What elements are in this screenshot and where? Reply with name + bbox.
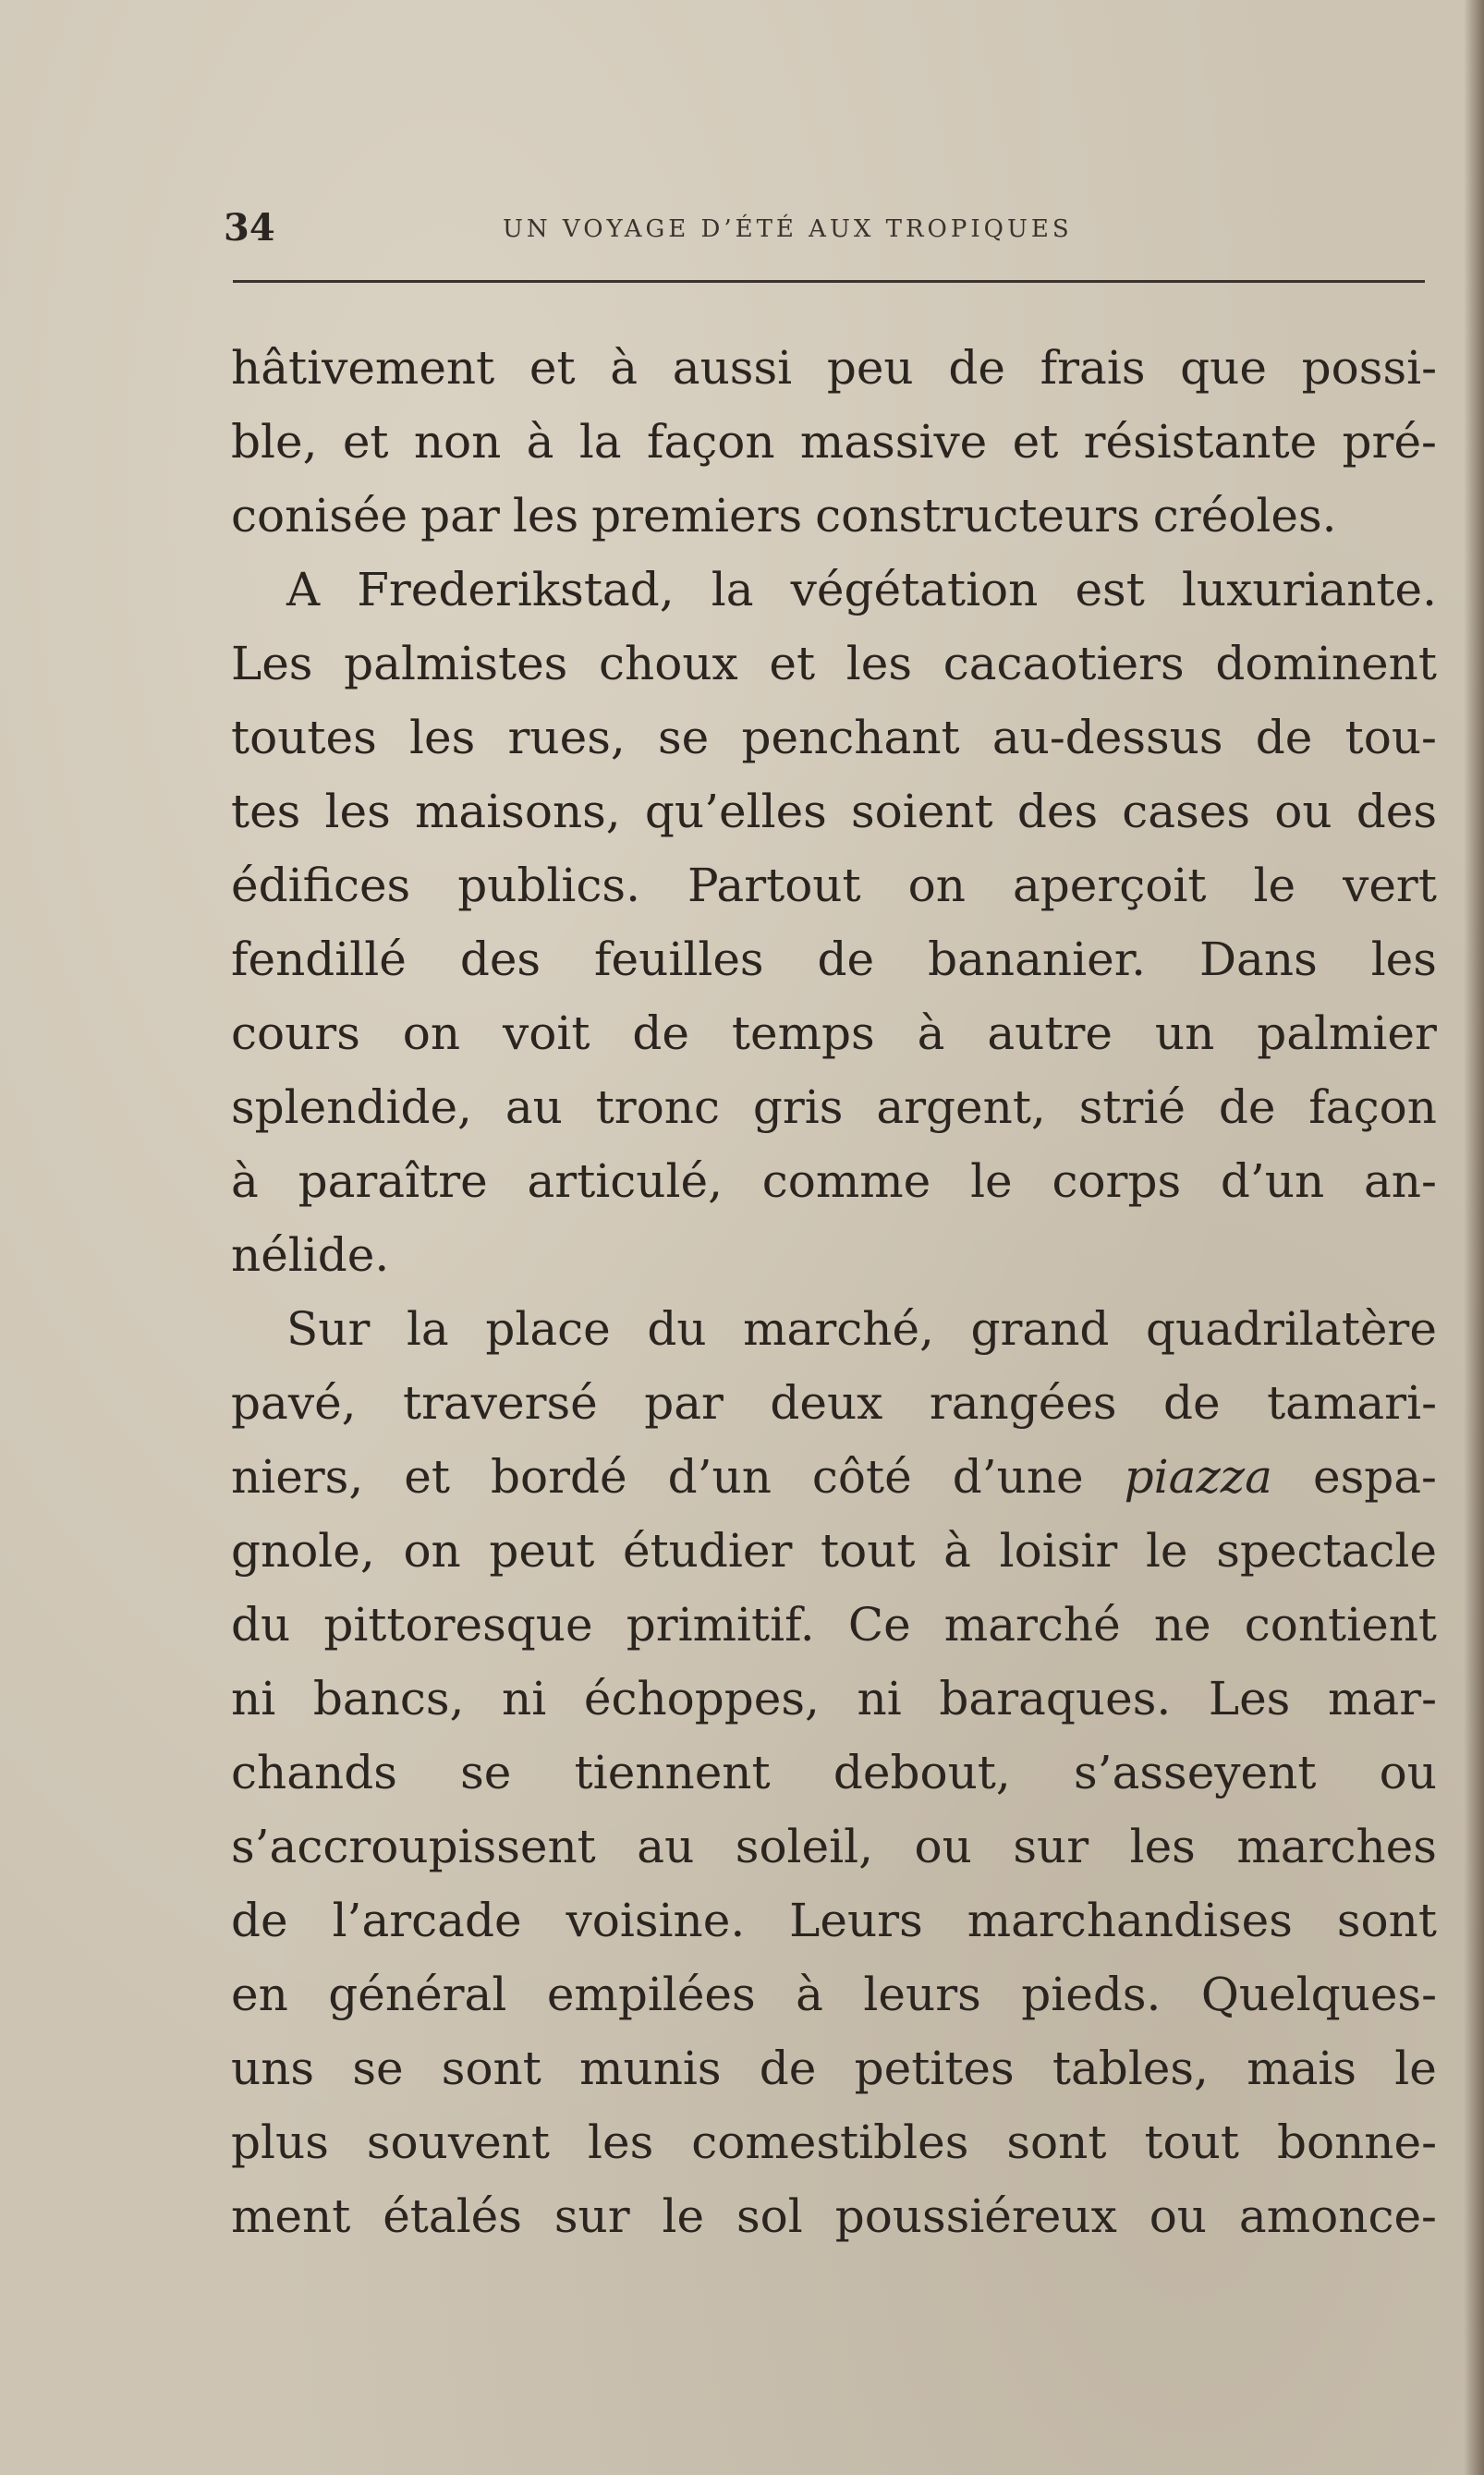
- text-word: marches: [1236, 1820, 1437, 1873]
- text-word: en: [231, 1968, 288, 2021]
- text-word: souvent: [366, 2115, 550, 2169]
- text-word: sont: [441, 2042, 541, 2095]
- text-line: [231, 479, 1437, 553]
- text-word: la: [406, 1302, 449, 1356]
- text-word: le: [1253, 859, 1296, 912]
- text-word: frais: [1040, 341, 1146, 395]
- text-word: les: [845, 637, 913, 690]
- text-word: façon: [1308, 1080, 1437, 1134]
- text-word: tamari-: [1267, 1376, 1437, 1430]
- text-line: [231, 1736, 1437, 1810]
- text-line: [231, 701, 1437, 774]
- text-word: on: [402, 1006, 461, 1060]
- text-word: les: [1370, 933, 1437, 986]
- text-word: l’arcade: [332, 1894, 522, 1947]
- text-word: tiennent: [574, 1746, 771, 1799]
- text-word: d’un: [667, 1450, 772, 1504]
- text-word: pré-: [1342, 415, 1437, 469]
- text-word: des: [1016, 785, 1099, 838]
- text-word: articulé,: [527, 1154, 723, 1208]
- text-word: la: [711, 563, 754, 616]
- running-head: [224, 205, 1425, 251]
- text-word: de: [759, 2042, 817, 2095]
- text-word: nélide.: [231, 1228, 390, 1282]
- text-word: par: [644, 1376, 724, 1430]
- text-word: ou: [1149, 2189, 1208, 2243]
- text-word: est: [1075, 563, 1145, 616]
- text-line: [231, 331, 1437, 405]
- text-word: temps: [731, 1006, 875, 1060]
- text-word: sont: [1006, 2115, 1107, 2169]
- text-line: [231, 848, 1437, 922]
- text-word: Dans: [1198, 933, 1318, 986]
- text-word: de: [1255, 711, 1313, 764]
- text-word: maisons,: [414, 785, 621, 838]
- text-word: à: [796, 1968, 823, 2021]
- text-word: général: [328, 1968, 507, 2021]
- text-word: ou: [1379, 1746, 1437, 1799]
- text-word: pittoresque: [323, 1598, 593, 1652]
- text-word: comestibles: [691, 2115, 969, 2169]
- text-line: [231, 553, 1437, 627]
- text-word: tout: [1144, 2115, 1239, 2169]
- text-word: des: [459, 933, 541, 986]
- text-word: amonce-: [1238, 2189, 1437, 2243]
- text-word: ou: [1274, 785, 1332, 838]
- text-word: à: [943, 1524, 971, 1578]
- text-word: poussiéreux: [834, 2189, 1117, 2243]
- text-word: les: [512, 489, 579, 543]
- text-word: an-: [1364, 1154, 1437, 1208]
- text-word: cours: [231, 1006, 360, 1060]
- text-word: à: [231, 1154, 259, 1208]
- text-line: [231, 922, 1437, 996]
- text-line: [231, 1292, 1437, 1366]
- text-word: deux: [770, 1376, 883, 1430]
- text-word: debout,: [833, 1746, 1011, 1799]
- text-word: Ce: [847, 1598, 911, 1652]
- text-word: bordé: [490, 1450, 627, 1504]
- text-line: [231, 1144, 1437, 1218]
- text-word: hâtivement: [231, 341, 495, 395]
- text-word: mais: [1247, 2042, 1357, 2095]
- text-word: cases: [1122, 785, 1251, 838]
- text-line: [231, 774, 1437, 848]
- text-word: par: [420, 489, 500, 543]
- text-line: [231, 1810, 1437, 1884]
- text-word: tables,: [1052, 2042, 1209, 2095]
- text-word: soleil,: [735, 1820, 874, 1873]
- text-word: les: [588, 2115, 654, 2169]
- text-word: on: [907, 859, 966, 912]
- text-word: plus: [231, 2115, 329, 2169]
- page-edge-shadow: [1464, 0, 1484, 2475]
- text-word: soient: [851, 785, 993, 838]
- text-word: publics.: [457, 859, 640, 912]
- text-word: leurs: [863, 1968, 981, 2021]
- text-word: tes: [231, 785, 301, 838]
- header-rule: [233, 280, 1425, 283]
- text-word: créoles.: [1152, 489, 1337, 543]
- text-word: choux: [599, 637, 738, 690]
- text-word: et: [342, 415, 389, 469]
- text-word: ne: [1153, 1598, 1211, 1652]
- text-word: sur: [1013, 1820, 1089, 1873]
- text-word: de: [632, 1006, 689, 1060]
- text-line: [231, 1514, 1437, 1588]
- text-word: se: [352, 2042, 404, 2095]
- text-word: d’un: [1220, 1154, 1325, 1208]
- text-word: palmistes: [344, 637, 568, 690]
- text-word: se: [658, 711, 710, 764]
- text-line: [231, 1957, 1437, 2031]
- text-word: niers,: [231, 1450, 364, 1504]
- text-word: pavé,: [231, 1376, 357, 1430]
- text-word: Partout: [687, 859, 861, 912]
- text-word: de: [1163, 1376, 1221, 1430]
- text-word: autre: [987, 1006, 1113, 1060]
- text-word: sont: [1336, 1894, 1437, 1947]
- text-word: splendide,: [231, 1080, 472, 1134]
- text-word: marché: [943, 1598, 1121, 1652]
- text-word: ou: [914, 1820, 972, 1873]
- text-word: baraques.: [939, 1672, 1172, 1725]
- text-word: le: [662, 2189, 705, 2243]
- text-word: les: [409, 711, 476, 764]
- text-word: peut: [489, 1524, 595, 1578]
- text-word: strié: [1078, 1080, 1186, 1134]
- text-word: Frederikstad,: [357, 563, 675, 616]
- text-word: et: [529, 341, 576, 395]
- text-word: les: [1129, 1820, 1196, 1873]
- text-word: du: [231, 1598, 291, 1652]
- text-word: voisine.: [566, 1894, 746, 1947]
- text-word: sol: [736, 2189, 803, 2243]
- text-line: [231, 1588, 1437, 1662]
- text-word: ble,: [231, 415, 318, 469]
- text-word: bananier.: [928, 933, 1147, 986]
- text-word: constructeurs: [815, 489, 1140, 543]
- text-word: contient: [1244, 1598, 1437, 1652]
- text-word: le: [1394, 2042, 1437, 2095]
- text-word: empilées: [546, 1968, 756, 2021]
- text-word: dominent: [1215, 637, 1437, 690]
- text-line: [231, 405, 1437, 479]
- text-word: tou-: [1344, 711, 1437, 764]
- text-word: mar-: [1327, 1672, 1437, 1725]
- text-word: s’asseyent: [1074, 1746, 1317, 1799]
- text-word: conisée: [231, 489, 408, 543]
- text-word: s’accroupissent: [231, 1820, 596, 1873]
- text-word: à: [526, 415, 554, 469]
- text-word: et: [1012, 415, 1059, 469]
- text-line: [231, 2105, 1437, 2179]
- text-word: la: [578, 415, 622, 469]
- text-word: primitif.: [626, 1598, 815, 1652]
- text-word: de: [948, 341, 1005, 395]
- text-word: piazza: [1124, 1450, 1272, 1504]
- text-word: aussi: [672, 341, 793, 395]
- text-word: étalés: [383, 2189, 522, 2243]
- text-word: luxuriante.: [1181, 563, 1437, 616]
- text-line: [231, 1440, 1437, 1514]
- text-word: à: [917, 1006, 945, 1060]
- text-word: Sur: [286, 1302, 371, 1356]
- text-word: échoppes,: [583, 1672, 820, 1725]
- text-word: comme: [761, 1154, 931, 1208]
- text-word: le: [970, 1154, 1013, 1208]
- text-word: palmier: [1257, 1006, 1437, 1060]
- text-word: au: [637, 1820, 695, 1873]
- text-word: aperçoit: [1012, 859, 1207, 912]
- text-word: Les: [1208, 1672, 1291, 1725]
- text-word: gnole,: [231, 1524, 375, 1578]
- text-word: premiers: [591, 489, 803, 543]
- text-word: sur: [553, 2189, 630, 2243]
- text-word: façon: [646, 415, 775, 469]
- text-word: ni: [857, 1672, 902, 1725]
- text-line: [231, 1070, 1437, 1144]
- text-word: à: [610, 341, 639, 395]
- running-title: UN VOYAGE D’ÉTÉ AUX TROPIQUES: [503, 215, 1073, 243]
- text-word: qu’elles: [644, 785, 827, 838]
- text-word: Les: [231, 637, 313, 690]
- text-word: on: [403, 1524, 461, 1578]
- text-word: paraître: [298, 1154, 488, 1208]
- text-line: [231, 2031, 1437, 2105]
- text-word: tronc: [595, 1080, 721, 1134]
- text-word: possi-: [1301, 341, 1437, 395]
- text-word: que: [1180, 341, 1267, 395]
- text-word: et: [404, 1450, 450, 1504]
- text-word: cacaotiers: [943, 637, 1185, 690]
- text-word: tout: [821, 1524, 916, 1578]
- text-word: voit: [503, 1006, 590, 1060]
- text-word: édifices: [231, 859, 411, 912]
- text-word: de: [817, 933, 875, 986]
- text-word: quadrilatère: [1146, 1302, 1437, 1356]
- text-word: Leurs: [789, 1894, 923, 1947]
- text-word: végétation: [790, 563, 1039, 616]
- text-word: munis: [579, 2042, 722, 2095]
- text-word: argent,: [876, 1080, 1046, 1134]
- text-word: gris: [752, 1080, 844, 1134]
- text-word: les: [324, 785, 391, 838]
- text-line: [231, 1662, 1437, 1736]
- text-word: ment: [231, 2189, 351, 2243]
- text-word: fendillé: [231, 933, 407, 986]
- text-word: de: [1218, 1080, 1276, 1134]
- text-word: bancs,: [312, 1672, 465, 1725]
- text-word: loisir: [999, 1524, 1118, 1578]
- text-word: et: [769, 637, 816, 690]
- text-word: petites: [854, 2042, 1015, 2095]
- text-word: traversé: [402, 1376, 598, 1430]
- text-word: des: [1356, 785, 1437, 838]
- text-word: marchandises: [967, 1894, 1293, 1947]
- text-word: peu: [826, 341, 914, 395]
- text-word: massive: [799, 415, 988, 469]
- text-word: spectacle: [1216, 1524, 1437, 1578]
- body-text: [231, 331, 1437, 2253]
- text-line: [231, 1366, 1437, 1440]
- text-line: [231, 2179, 1437, 2253]
- text-word: au-dessus: [991, 711, 1223, 764]
- text-word: Quelques-: [1200, 1968, 1437, 2021]
- text-word: rues,: [507, 711, 626, 764]
- text-line: [231, 1884, 1437, 1957]
- text-word: non: [413, 415, 502, 469]
- text-word: toutes: [231, 711, 377, 764]
- text-word: espa-: [1312, 1450, 1437, 1504]
- text-word: se: [460, 1746, 512, 1799]
- text-word: le: [1145, 1524, 1188, 1578]
- text-word: côté: [811, 1450, 912, 1504]
- text-line: [231, 627, 1437, 701]
- text-word: feuilles: [594, 933, 764, 986]
- text-word: vert: [1343, 859, 1437, 912]
- text-word: du: [647, 1302, 707, 1356]
- text-word: penchant: [741, 711, 960, 764]
- text-line: [231, 996, 1437, 1070]
- text-word: résistante: [1083, 415, 1318, 469]
- text-line: [231, 1218, 1437, 1292]
- text-word: au: [505, 1080, 563, 1134]
- text-word: grand: [970, 1302, 1110, 1356]
- text-word: chands: [231, 1746, 397, 1799]
- text-word: pieds.: [1021, 1968, 1162, 2021]
- text-word: A: [286, 563, 321, 616]
- text-word: d’une: [952, 1450, 1084, 1504]
- text-word: marché,: [743, 1302, 934, 1356]
- text-word: bonne-: [1276, 2115, 1437, 2169]
- text-word: uns: [231, 2042, 315, 2095]
- text-word: étudier: [622, 1524, 793, 1578]
- text-word: un: [1154, 1006, 1215, 1060]
- text-word: de: [231, 1894, 288, 1947]
- text-word: place: [485, 1302, 611, 1356]
- text-word: rangées: [929, 1376, 1117, 1430]
- page-number: 34: [224, 206, 275, 250]
- text-word: corps: [1052, 1154, 1182, 1208]
- text-word: ni: [231, 1672, 276, 1725]
- text-word: ni: [502, 1672, 547, 1725]
